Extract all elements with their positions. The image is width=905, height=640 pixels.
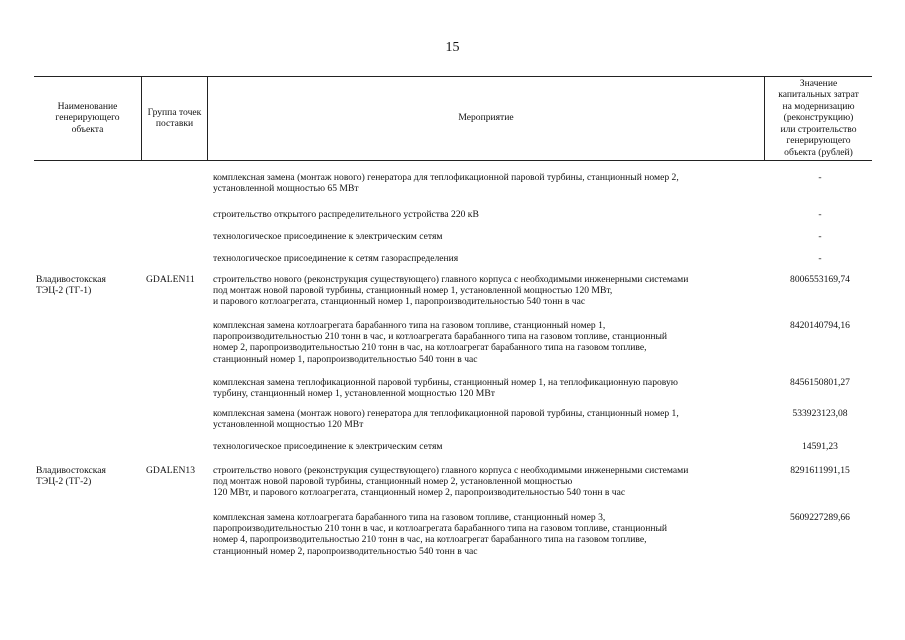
row-value-cell: 5609227289,66 xyxy=(790,512,850,523)
row-value-cell: 8291611991,15 xyxy=(790,465,850,476)
row-event-cell: строительство нового (реконструкция существующего) главного корпуса с необходимыми инженерными системами под монтаж новой паровой турбины, станционный номер 1, установленной мощностью 120 МВт, и парового котлоагрегата, станционный номер 1, паропроизводительностью 540 тонн в час xyxy=(213,274,689,308)
row-value-cell: - xyxy=(818,172,822,183)
row-name-cell: Владивостокская ТЭЦ-2 (ТГ-1) xyxy=(36,274,106,297)
row-value-cell: 8456150801,27 xyxy=(790,377,850,388)
row-value-cell: 533923123,08 xyxy=(792,408,848,419)
row-event-cell: комплексная замена (монтаж нового) генератора для теплофикационной паровой турбины, станционный номер 2, установленной мощностью 65 МВт xyxy=(213,172,679,195)
column-header-group: Группа точек поставки xyxy=(147,106,202,129)
row-event-cell: технологическое присоединение к сетям газораспределения xyxy=(213,253,459,264)
row-event-cell: комплексная замена котлоагрегата барабанного типа на газовом топливе, станционный номер 3, паропроизводительностью 210 тонн в час, и котлоагрегата барабанного типа на газовом топливе, станционный номер 4, паропроизводительностью 210 тонн в час, на котлоагрегат барабанного типа на газовом топливе, станционный номер 2, паропроизводительностью 540 тонн в час xyxy=(213,512,668,557)
page-number: 15 xyxy=(445,40,460,55)
column-header-event: Мероприятие xyxy=(458,112,514,124)
row-event-cell: комплексная замена котлоагрегата барабанного типа на газовом топливе, станционный номер 1, паропроизводительностью 210 тонн в час, и котлоагрегата барабанного типа на газовом топливе, станционный номер 2, паропроизводительностью 210 тонн в час, на котлоагрегат барабанного типа на газовом топливе, станционный номер 1, паропроизводительностью 540 тонн в час xyxy=(213,320,668,365)
row-event-cell: технологическое присоединение к электрическим сетям xyxy=(213,231,443,242)
column-header-name: Наименование генерирующего объекта xyxy=(55,100,120,135)
row-value-cell: - xyxy=(818,231,822,242)
row-event-cell: технологическое присоединение к электрическим сетям xyxy=(213,441,443,452)
row-group-cell: GDALEN13 xyxy=(146,465,196,476)
column-header-value: Значение капитальных затрат на модернизацию (реконструкцию) или строительство генерирующего объекта (рублей) xyxy=(778,77,859,158)
row-event-cell: комплексная замена теплофикационной паровой турбины, станционный номер 1, на теплофикационную паровую турбину, станционный номер 1, установленной мощностью 120 МВт xyxy=(213,377,678,400)
row-event-cell: строительство нового (реконструкция существующего) главного корпуса с необходимыми инженерными системами под монтаж новой паровой турбины, станционный номер 2, установленной мощностью 120 МВт, и парового котлоагрегата, станционный номер 2, паропроизводительностью 540 тонн в час xyxy=(213,465,689,499)
row-group-cell: GDALEN11 xyxy=(146,274,195,285)
row-value-cell: - xyxy=(818,209,822,220)
row-value-cell: 8006553169,74 xyxy=(790,274,850,285)
row-value-cell: - xyxy=(818,253,822,264)
row-name-cell: Владивостокская ТЭЦ-2 (ТГ-2) xyxy=(36,465,106,488)
row-value-cell: 8420140794,16 xyxy=(790,320,850,331)
row-event-cell: комплексная замена (монтаж нового) генератора для теплофикационной паровой турбины, станционный номер 1, установленной мощностью 120 МВт xyxy=(213,408,679,431)
row-value-cell: 14591,23 xyxy=(802,441,838,452)
row-event-cell: строительство открытого распределительного устройства 220 кВ xyxy=(213,209,479,220)
